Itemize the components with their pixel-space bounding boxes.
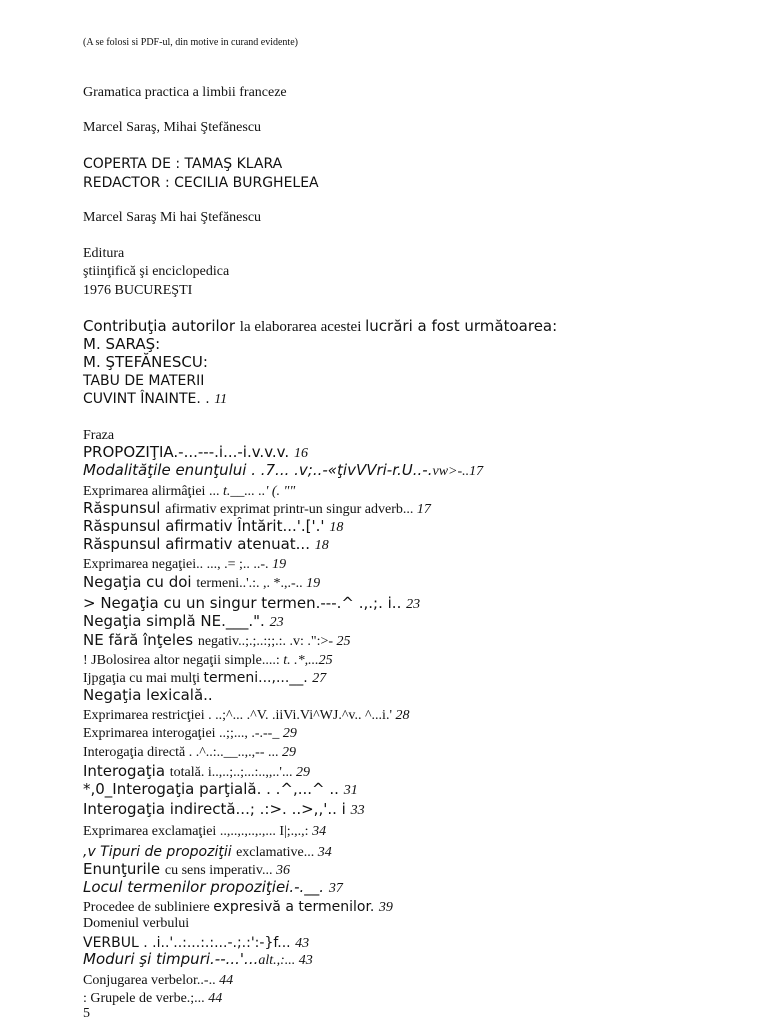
toc-entry-page: 19 bbox=[272, 557, 287, 572]
toc-entry-page: 43 bbox=[295, 936, 310, 951]
toc-entry-page: 23 bbox=[269, 615, 284, 630]
toc-entry-text-tail: t. .*,...25 bbox=[283, 653, 333, 668]
toc-entry-text: Moduri şi timpuri.--...'... bbox=[83, 950, 259, 968]
toc-entry-page: 44 bbox=[208, 991, 223, 1006]
toc-entry bbox=[83, 844, 332, 860]
contribution-text-c: lucrări a fost următoarea: bbox=[365, 317, 558, 335]
book-title: Gramatica practica a limbii franceze bbox=[83, 85, 287, 100]
toc-entry bbox=[83, 652, 333, 668]
toc-entry-text-mid: afirmativ exprimat printr-un singur adverb... bbox=[165, 502, 417, 517]
toc-entry bbox=[83, 483, 295, 499]
toc-entry-page: 17 bbox=[416, 502, 431, 517]
toc-entry-page: 19 bbox=[306, 576, 321, 591]
toc-entry-text-mid: cu mai mulţi bbox=[129, 671, 204, 686]
toc-entry bbox=[83, 445, 308, 461]
toc-entry-text-mid: exclamative... bbox=[236, 845, 318, 860]
toc-entry bbox=[83, 823, 326, 839]
toc-entry-page: 23 bbox=[406, 597, 421, 612]
publisher-label: Editura bbox=[83, 246, 125, 261]
toc-entry-page: 29 bbox=[295, 765, 310, 780]
toc-entry-text-mid: totală. i..,..;..;...:..,,..'... bbox=[169, 765, 296, 780]
toc-entry-page: 11 bbox=[214, 392, 228, 407]
toc-entry-page: 39 bbox=[378, 900, 393, 915]
toc-entry-text: Exprimarea alirmâţiei ... bbox=[83, 484, 223, 499]
toc-entry bbox=[83, 707, 409, 723]
toc-entry bbox=[83, 575, 320, 591]
toc-heading: TABU DE MATERII bbox=[83, 373, 205, 389]
book-authors: Marcel Saraş, Mihai Ştefănescu bbox=[83, 120, 262, 135]
toc-entry-page: 33 bbox=[350, 803, 365, 818]
toc-entry-page: 28 bbox=[395, 708, 410, 723]
toc-entry-text: VERBUL . .i..'..:...:.:...-.;.:':-}f... bbox=[83, 935, 296, 951]
toc-entry-text: Ijpgaţia bbox=[83, 671, 130, 686]
toc-entry-text-mid2: termeni...,...__. bbox=[203, 670, 313, 686]
toc-entry-page: 18 bbox=[329, 520, 344, 535]
toc-entry-text: CUVINT ÎNAINTE. . bbox=[83, 391, 215, 407]
page-number: 5 bbox=[83, 1006, 90, 1021]
toc-entry bbox=[83, 764, 310, 780]
toc-entry bbox=[83, 614, 284, 630]
toc-entry bbox=[83, 688, 213, 704]
toc-entry-text-tail: alt.,:... 43 bbox=[258, 953, 313, 968]
toc-entry bbox=[83, 596, 420, 612]
toc-entry-page: 29 bbox=[282, 726, 297, 741]
toc-entry bbox=[83, 537, 329, 553]
book-authors-repeat: Marcel Saraş Mi hai Ştefănescu bbox=[83, 210, 262, 225]
editor-credit: REDACTOR : CECILIA BURGHELEA bbox=[83, 175, 319, 191]
toc-entry bbox=[83, 519, 343, 535]
toc-entry-intro bbox=[83, 391, 227, 407]
toc-entry-text: Exprimarea interogaţiei ..;;..., .-.--_ bbox=[83, 726, 283, 741]
toc-entry-text: Interogaţia bbox=[83, 762, 170, 780]
toc-entry-text-mid: cu sens imperativ... bbox=[164, 863, 276, 878]
toc-entry-text: Răspunsul afirmativ atenuat... bbox=[83, 535, 315, 553]
toc-entry bbox=[83, 501, 431, 517]
toc-entry-text: Enunţurile bbox=[83, 860, 165, 878]
toc-entry bbox=[83, 880, 343, 896]
toc-entry bbox=[83, 556, 286, 572]
toc-entry-text-mid: expresivă a termenilor. bbox=[213, 899, 379, 915]
cover-credit: COPERTA DE : TAMAŞ KLARA bbox=[83, 156, 283, 172]
toc-entry-text: Procedee de subliniere bbox=[83, 900, 214, 915]
toc-entry bbox=[83, 782, 358, 798]
toc-entry-page: 36 bbox=[275, 863, 290, 878]
contribution-heading bbox=[83, 319, 557, 335]
toc-entry-page: 27 bbox=[312, 671, 327, 686]
toc-entry-text: Exprimarea restricţiei . ..;^... .^V. .iiVi.Vi^WJ.^v.. ^...i.' bbox=[83, 708, 396, 723]
toc-entry bbox=[83, 899, 393, 915]
toc-entry-page: 34 bbox=[312, 824, 327, 839]
toc-entry bbox=[83, 725, 297, 741]
toc-entry-text: > Negaţia cu un singur termen.---.^ .,.;. i.. bbox=[83, 594, 407, 612]
toc-entry bbox=[83, 670, 326, 686]
toc-entry-text: Exprimarea exclamaţiei ..,..,.,..,.,... I|;.,.,: bbox=[83, 824, 313, 839]
toc-entry-page: 25 bbox=[336, 634, 351, 649]
contribution-text-a: Contribuţia autorilor bbox=[83, 317, 240, 335]
toc-entry bbox=[83, 862, 290, 878]
toc-entry-text-mid: termeni..'.:. ,. *.,.-.. bbox=[196, 576, 307, 591]
toc-entry-text: Exprimarea negaţiei.. ..., .= ;.. ..-. bbox=[83, 557, 273, 572]
toc-entry bbox=[83, 744, 296, 760]
usage-note: (A se folosi si PDF-ul, din motive in curand evidente) bbox=[83, 37, 298, 48]
toc-entry bbox=[83, 463, 483, 479]
toc-entry-page: 44 bbox=[219, 973, 234, 988]
toc-entry-page: 34 bbox=[317, 845, 332, 860]
toc-entry-page: 29 bbox=[282, 745, 297, 760]
toc-entry-text: Interogaţia indirectă...; .:>. ..>,,'.. i bbox=[83, 800, 351, 818]
section-heading-fraza: Fraza bbox=[83, 428, 115, 443]
toc-entry-text: ! JBolosirea altor negaţii simple....: bbox=[83, 653, 284, 668]
toc-entry-text: Locul termenilor propoziţiei.-.__. bbox=[83, 878, 329, 896]
toc-entry bbox=[83, 990, 222, 1006]
toc-entry-text-tail: vw>-..17 bbox=[432, 464, 484, 479]
toc-entry-text: : Grupele de verbe.;... bbox=[83, 991, 209, 1006]
toc-entry-page: 16 bbox=[293, 446, 308, 461]
toc-entry-text: Răspunsul bbox=[83, 499, 166, 517]
contribution-text-b: la elaborarea acestei bbox=[239, 319, 366, 335]
section-heading-verb: Domeniul verbului bbox=[83, 916, 190, 931]
toc-entry-text: PROPOZIŢIA.-...---.i...-i.v.v.v. bbox=[83, 443, 294, 461]
toc-entry bbox=[83, 952, 313, 968]
toc-entry-text: *,0_Interogaţia parţială. . .^,...^ .. bbox=[83, 780, 344, 798]
toc-entry-text: Modalităţile enunţului . .7... .v;..-«ţivVVri-r.U..-. bbox=[83, 461, 433, 479]
contributor-stefanescu: M. ŞTEFĂNESCU: bbox=[83, 353, 208, 371]
toc-entry-text-mid: negativ..;.;..:;;.:. .v: .":>- bbox=[197, 634, 337, 649]
contributor-saras: M. SARAŞ: bbox=[83, 335, 161, 353]
toc-entry-page: 37 bbox=[328, 881, 343, 896]
toc-entry-text: NE fără înţeles bbox=[83, 631, 198, 649]
toc-entry-page: 31 bbox=[343, 783, 358, 798]
toc-entry-text: Interogaţia directă . .^..:..__..,.,-- ... bbox=[83, 745, 283, 760]
toc-entry bbox=[83, 633, 351, 649]
toc-entry-page: 18 bbox=[314, 538, 329, 553]
toc-entry-text: Răspunsul afirmativ Întărit...'.['.' bbox=[83, 517, 330, 535]
toc-entry-text: Negaţia cu doi bbox=[83, 573, 197, 591]
publisher-place: 1976 BUCUREŞTI bbox=[83, 283, 193, 298]
toc-entry-text: Negaţia lexicală.. bbox=[83, 686, 213, 704]
toc-entry-text: Negaţia simplă NE.___.". bbox=[83, 612, 270, 630]
toc-entry-text-tail: t.__... ..' (. "" bbox=[222, 484, 296, 499]
toc-entry-text: ,v Tipuri de propoziţii bbox=[83, 844, 237, 860]
toc-entry bbox=[83, 802, 365, 818]
toc-entry bbox=[83, 972, 233, 988]
toc-entry bbox=[83, 935, 309, 951]
publisher-name: ştiinţifică şi enciclopedica bbox=[83, 264, 230, 279]
toc-entry-text: Conjugarea verbelor..-.. bbox=[83, 973, 220, 988]
